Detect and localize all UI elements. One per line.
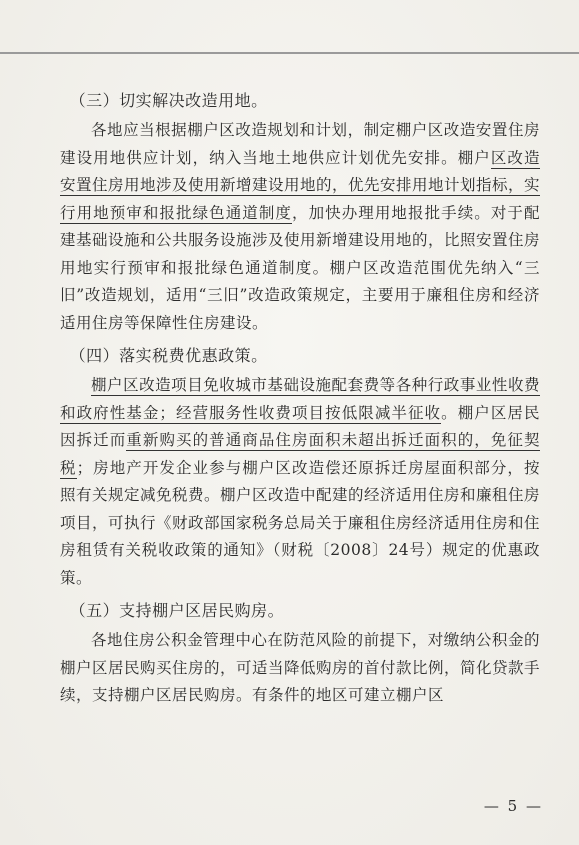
header-rule xyxy=(0,52,579,54)
page-number: — 5 — xyxy=(483,797,543,815)
section-3-text-c: ，加快办理用地报批手续。对于配建基础设施和公共服务设施涉及使用新增建设用地的，比照安置住房用地实行预审和报批绿色通道制度。棚户区改造范围优先纳入“三旧”改造规划，适用“三旧”改造政策规定，主要用于廉租住房和经济适用住房等保障性住房建设。 xyxy=(60,203,541,332)
section-4-paragraph xyxy=(60,372,540,592)
section-4-heading: （四）落实税费优惠政策。 xyxy=(69,346,268,365)
section-5-heading: （五）支持棚户区居民购房。 xyxy=(69,601,285,620)
section-4-underlined-text-1: 棚户区改造项目免收城市基础设施配套费等各种行政事业性收费和政府性基金；经营服务性收费项目按低限减半征收 xyxy=(60,376,540,422)
document-body xyxy=(60,82,540,710)
section-3-text-a: 各地应当根据棚户区改造规划和计划，制定棚户区改造安置住房建设用地供应计划，纳入当地土地供应计划优先安排。棚户 xyxy=(60,121,540,167)
section-4-underlined-text-2: 重新购买的普通商品住房面积未超出拆迁面积的，免征契税 xyxy=(60,431,540,477)
section-3-paragraph xyxy=(60,117,540,337)
section-4-text-2: ；房地产开发企业参与棚户区改造偿还原拆迁房屋面积部分，按照有关规定减免税费。棚户区改造中配建的经济适用住房和廉租住房项目，可执行《财政部国家税务总局关于廉租住房经济适用住房和住房租赁有关税收政策的通知》（财税〔2008〕24号）规定的优惠政策。 xyxy=(60,458,541,587)
section-5-paragraph: 各地住房公积金管理中心在防范风险的前提下，对缴纳公积金的棚户区居民购买住房的，可适当降低购房的首付款比例，简化贷款手续，支持棚户区居民购房。有条件的地区可建立棚户区 xyxy=(60,631,541,704)
section-3-heading: （三）切实解决改造用地。 xyxy=(69,91,268,110)
section-3-underlined-text: 区改造安置住房用地涉及使用新增建设用地的，优先安排用地计划指标，实行用地预审和报批绿色通道制度 xyxy=(60,148,541,222)
section-4-text-1: 。棚户区居民因拆迁而 xyxy=(60,403,540,449)
